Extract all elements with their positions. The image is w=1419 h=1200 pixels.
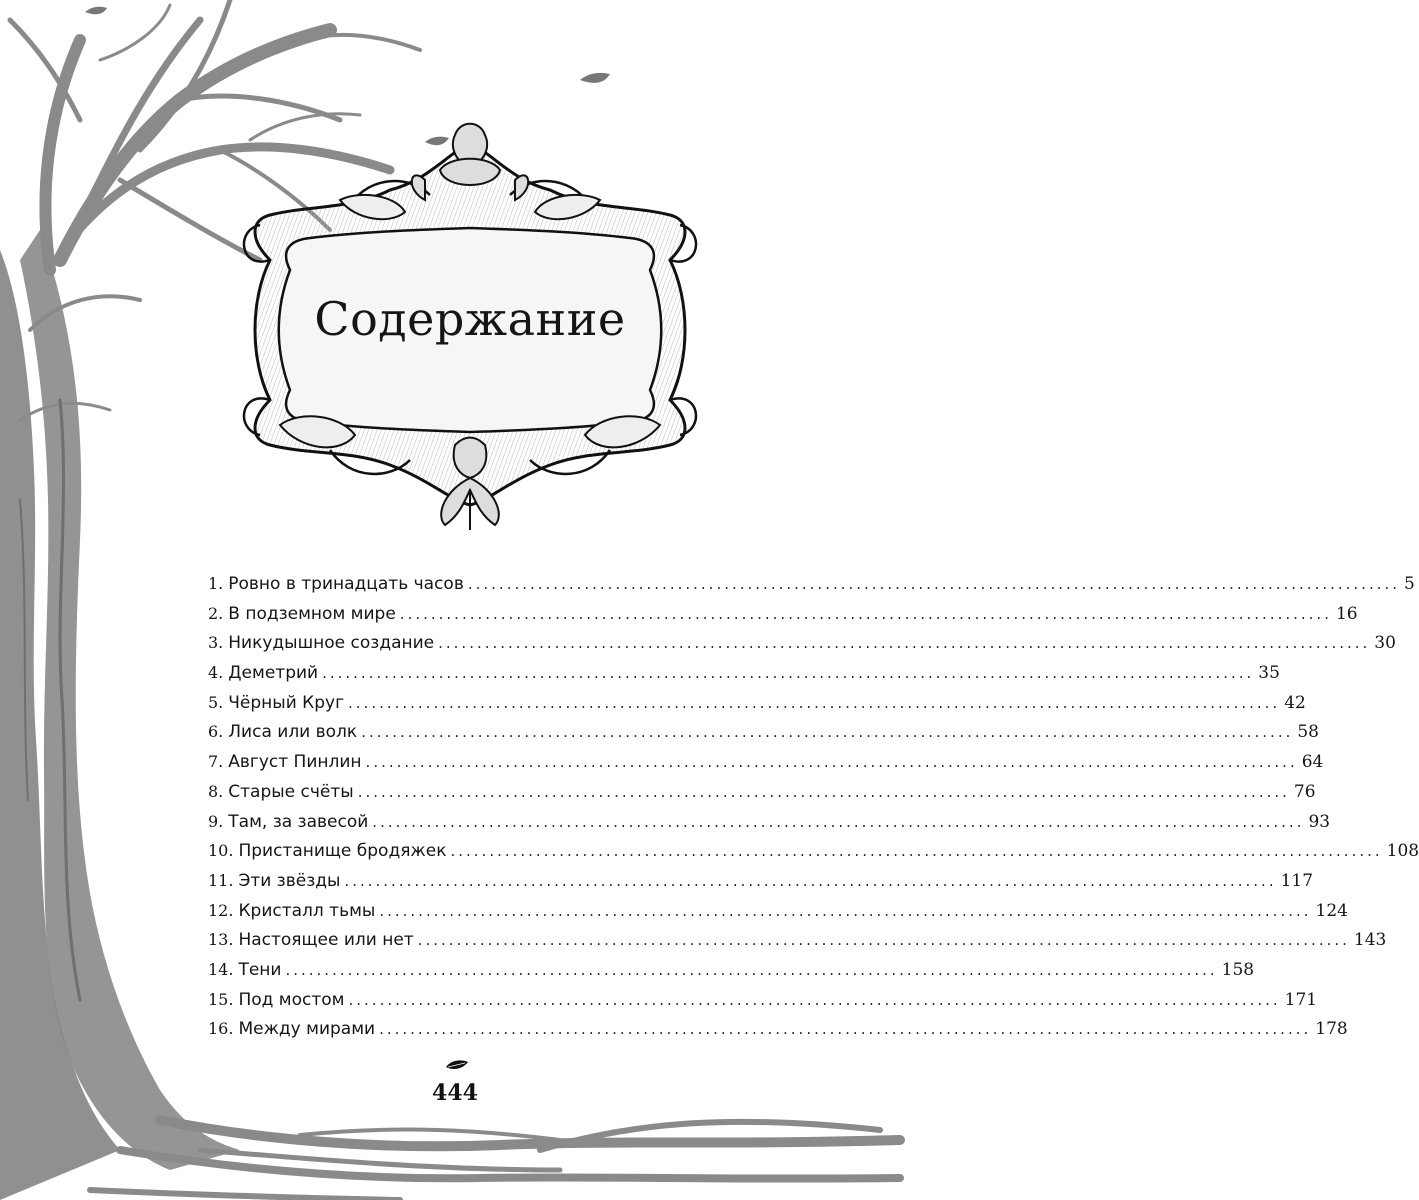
toc-entry — [208, 663, 1280, 693]
toc-entry-title: Чёрный Круг — [228, 692, 345, 713]
toc-entry-title: Старые счёты — [228, 781, 354, 802]
toc-entry-page: 35 — [1258, 663, 1280, 684]
toc-leader-dots: ........................................................................................................................ — [379, 1020, 1312, 1039]
toc-leader-dots: ........................................................................................................................ — [344, 871, 1277, 890]
toc-entry-number: 10. — [208, 841, 234, 861]
toc-entry — [208, 959, 1255, 990]
toc-leader-dots: ........................................................................................................................ — [348, 990, 1281, 1009]
toc-entry-page: 16 — [1335, 603, 1358, 624]
toc-entry-number: 1. — [208, 574, 224, 593]
toc-entry-page: 117 — [1280, 870, 1314, 891]
toc-entry-page: 178 — [1315, 1019, 1348, 1040]
toc-entry-page: 64 — [1301, 752, 1324, 773]
toc-entry-title: Под мостом — [238, 989, 345, 1010]
toc-leader-dots: ........................................................................................................................ — [365, 753, 1298, 772]
toc-leader-dots: ........................................................................................................................ — [467, 575, 1401, 593]
toc-entry-number: 8. — [208, 781, 224, 801]
toc-entry-page: 5 — [1404, 574, 1415, 594]
toc-entry-title: Кристалл тьмы — [238, 900, 376, 921]
toc-entry — [208, 841, 1419, 871]
toc-entry — [208, 781, 1316, 812]
toc-entry-title: Пристанище бродяжек — [238, 841, 447, 862]
toc-entry — [208, 722, 1319, 752]
toc-entry-number: 11. — [208, 870, 234, 890]
toc-entry-page: 76 — [1293, 781, 1316, 802]
toc-entry-page: 171 — [1284, 989, 1318, 1010]
toc-entry-title: Август Пинлин — [228, 752, 362, 773]
toc-leader-dots: ........................................................................................................................ — [322, 664, 1255, 683]
toc-entry — [208, 692, 1306, 723]
toc-entry — [208, 870, 1314, 901]
toc-entry-page: 108 — [1386, 841, 1419, 862]
toc-entry-number: 2. — [208, 603, 224, 623]
toc-entry-title: Между мирами — [238, 1019, 376, 1040]
leaf-icon — [445, 1058, 469, 1072]
toc-entry-number: 7. — [208, 752, 224, 772]
toc-entry — [208, 811, 1331, 842]
toc-entry-title: Деметрий — [228, 663, 319, 684]
toc-entry-number: 14. — [208, 959, 234, 979]
toc-entry-number: 6. — [208, 722, 224, 742]
toc-entry-page: 42 — [1284, 692, 1306, 713]
toc-entry-page: 124 — [1315, 900, 1348, 921]
toc-entry-title: Тени — [238, 959, 282, 980]
toc-entry-page: 30 — [1374, 633, 1396, 654]
toc-entry-number: 15. — [208, 989, 234, 1009]
toc-entry-number: 3. — [208, 633, 224, 653]
toc-entry — [208, 603, 1358, 634]
toc-entry — [208, 574, 1415, 604]
toc-leader-dots: ........................................................................................................................ — [399, 604, 1332, 623]
toc-entry-number: 13. — [208, 930, 234, 950]
toc-entry-number: 5. — [208, 692, 224, 712]
toc-leader-dots: ........................................................................................................................ — [285, 960, 1218, 979]
toc-entry — [208, 900, 1348, 931]
toc-entry — [208, 930, 1387, 960]
toc-leader-dots: ........................................................................................................................ — [438, 634, 1371, 653]
toc-entry-title: Там, за завесой — [228, 811, 369, 832]
toc-entry-page: 158 — [1221, 959, 1255, 980]
toc-leader-dots: ........................................................................................................................ — [379, 901, 1312, 920]
toc-leader-dots: ........................................................................................................................ — [361, 723, 1294, 742]
toc-entry-number: 16. — [208, 1019, 234, 1039]
toc-entry-page: 93 — [1308, 811, 1331, 832]
toc-entry — [208, 989, 1318, 1020]
toc-entry — [208, 752, 1324, 782]
table-of-contents — [208, 574, 1419, 1049]
toc-entry — [208, 1019, 1348, 1049]
page-title: Содержание — [314, 292, 626, 346]
toc-entry-title: Ровно в тринадцать часов — [228, 574, 464, 594]
toc-entry-number: 4. — [208, 663, 224, 683]
toc-leader-dots: ........................................................................................................................ — [357, 782, 1290, 801]
toc-entry — [208, 633, 1396, 663]
toc-leader-dots: ........................................................................................................................ — [372, 812, 1305, 831]
toc-entry-title: В подземном мире — [228, 603, 396, 624]
toc-entry-number: 9. — [208, 811, 224, 831]
toc-entry-title: Настоящее или нет — [238, 930, 414, 951]
toc-entry-number: 12. — [208, 900, 234, 920]
toc-entry-page: 58 — [1297, 722, 1319, 743]
toc-leader-dots: ........................................................................................................................ — [348, 693, 1281, 712]
toc-leader-dots: ........................................................................................................................ — [450, 842, 1383, 861]
toc-entry-title: Лиса или волк — [228, 722, 358, 743]
toc-entry-title: Эти звёзды — [238, 870, 341, 891]
toc-entry-title: Никудышное создание — [228, 633, 435, 654]
toc-leader-dots: ........................................................................................................................ — [417, 931, 1350, 950]
page-number: 444 — [432, 1080, 478, 1106]
toc-entry-page: 143 — [1353, 930, 1387, 951]
